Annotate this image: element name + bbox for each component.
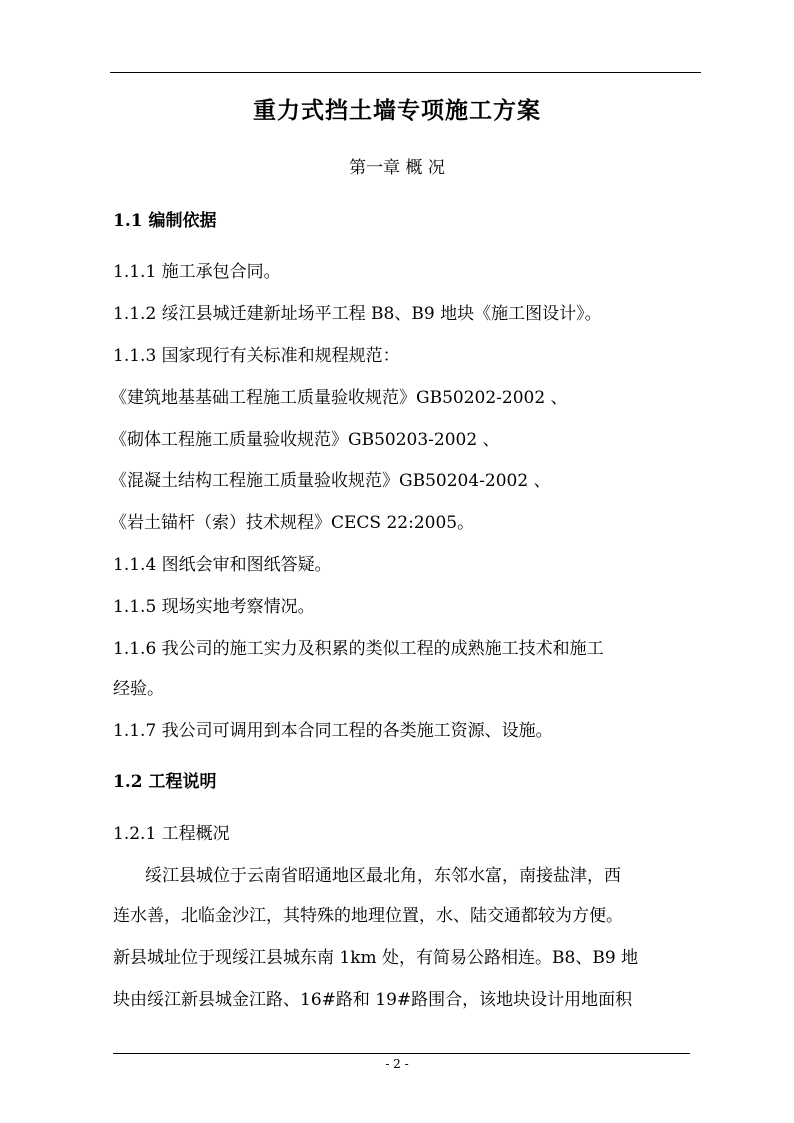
- item-1-1-5: 1.1.5 现场实地考察情况。: [113, 597, 315, 617]
- standard-gb50202: 《建筑地基基础工程施工质量验收规范》GB50202-2002 、: [110, 388, 568, 408]
- paragraph-line-4: 块由绥江新县城金江路、16#路和 19#路围合，该地块设计用地面积: [113, 990, 633, 1010]
- paragraph-line-1: 绥江县城位于云南省昭通地区最北角，东邻水富，南接盐津，西: [145, 866, 621, 886]
- subsection-1-2-1: 1.2.1 工程概况: [113, 824, 230, 844]
- document-title: 重力式挡土墙专项施工方案: [253, 97, 541, 124]
- footer-rule: [113, 1053, 690, 1054]
- item-1-1-6-line1: 1.1.6 我公司的施工实力及积累的类似工程的成熟施工技术和施工: [113, 639, 604, 659]
- header-rule: [110, 72, 701, 73]
- standard-cecs22: 《岩土锚杆（索）技术规程》CECS 22:2005。: [110, 513, 475, 533]
- paragraph-line-2: 连水善，北临金沙江，其特殊的地理位置，水、陆交通都较为方便。: [113, 906, 623, 926]
- item-1-1-2: 1.1.2 绥江县城迁建新址场平工程 B8、B9 地块《施工图设计》。: [113, 304, 602, 324]
- paragraph-line-3: 新县城址位于现绥江县城东南 1km 处，有简易公路相连。B8、B9 地: [113, 948, 639, 968]
- item-1-1-7: 1.1.7 我公司可调用到本合同工程的各类施工资源、设施。: [113, 721, 553, 741]
- section-heading-1-2: 1.2 工程说明: [113, 772, 217, 792]
- item-1-1-3: 1.1.3 国家现行有关标准和规程规范：: [113, 346, 400, 366]
- section-heading-1-1: 1.1 编制依据: [113, 211, 217, 231]
- standard-gb50204: 《混凝土结构工程施工质量验收规范》GB50204-2002 、: [110, 471, 551, 491]
- standard-gb50203: 《砌体工程施工质量验收规范》GB50203-2002 、: [110, 430, 500, 450]
- item-1-1-4: 1.1.4 图纸会审和图纸答疑。: [113, 555, 332, 575]
- item-1-1-6-line2: 经验。: [113, 679, 164, 699]
- page-number: - 2 -: [385, 1057, 409, 1071]
- item-1-1-1: 1.1.1 施工承包合同。: [113, 262, 281, 282]
- chapter-title: 第一章 概 况: [349, 158, 445, 178]
